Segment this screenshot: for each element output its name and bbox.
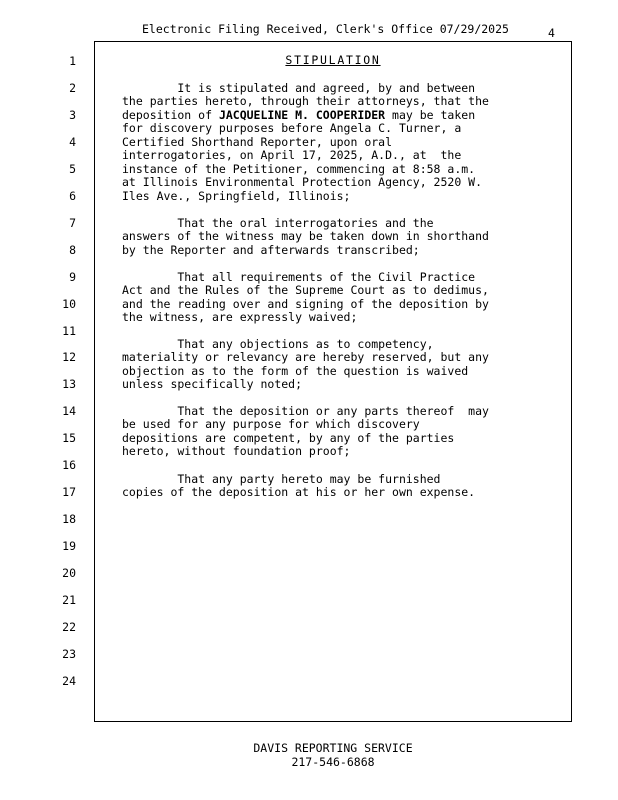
stipulation-line: That all requirements of the Civil Practice [122, 270, 476, 284]
line-number: 11 [62, 324, 76, 338]
stipulation-line: instance of the Petitioner, commencing at 8:58 a.m. [122, 162, 476, 176]
line-number: 13 [62, 377, 76, 391]
line-number: 21 [62, 593, 76, 607]
line-number: 20 [62, 566, 76, 580]
line-number: 3 [69, 108, 76, 122]
line-number: 19 [62, 539, 76, 553]
stipulation-line: hereto, without foundation proof; [122, 444, 351, 458]
line-number: 12 [62, 350, 76, 364]
line-number: 4 [69, 135, 76, 149]
stipulation-line: for discovery purposes before Angela C. Turner, a [122, 121, 462, 135]
stipulation-line: by the Reporter and afterwards transcribed; [122, 243, 420, 257]
stipulation-line: copies of the deposition at his or her own expense. [122, 485, 476, 499]
stipulation-line: objection as to the form of the question is waived [122, 364, 469, 378]
stipulation-line: unless specifically noted; [122, 377, 303, 391]
line-number: 1 [69, 54, 76, 68]
stipulation-line: It is stipulated and agreed, by and between [122, 81, 476, 95]
line-number: 16 [62, 458, 76, 472]
stipulation-line: interrogatories, on April 17, 2025, A.D., at the [122, 148, 462, 162]
line-number: 17 [62, 485, 76, 499]
stipulation-line: Act and the Rules of the Supreme Court as to dedimus, [122, 283, 489, 297]
text-fragment: may be taken [385, 108, 476, 122]
line-number: 8 [69, 243, 76, 257]
stipulation-line: and the reading over and signing of the deposition by [122, 297, 489, 311]
line-number: 9 [69, 270, 76, 284]
stipulation-line: That the deposition or any parts thereof may [122, 404, 489, 418]
line-number: 24 [62, 674, 76, 688]
stipulation-line: the parties hereto, through their attorneys, that the [122, 94, 489, 108]
line-number: 2 [69, 81, 76, 95]
deponent-name: JACQUELINE M. COOPERIDER [218, 108, 386, 122]
line-number: 10 [62, 297, 76, 311]
line-number: 5 [69, 162, 76, 176]
stipulation-line: answers of the witness may be taken down in shorthand [122, 229, 489, 243]
line-number: 15 [62, 431, 76, 445]
reporting-service-phone: 217-546-6868 [291, 755, 375, 769]
stipulation-line: That any objections as to competency, [122, 337, 434, 351]
stipulation-line: depositions are competent, by any of the parties [122, 431, 455, 445]
text-fragment: deposition of [122, 108, 219, 122]
page-title: STIPULATION [285, 53, 381, 67]
line-number: 18 [62, 512, 76, 526]
line-number: 23 [62, 647, 76, 661]
stipulation-line: the witness, are expressly waived; [122, 310, 358, 324]
line-number: 6 [69, 189, 76, 203]
page-number: 4 [548, 26, 555, 40]
line-number: 22 [62, 620, 76, 634]
line-number: 14 [62, 404, 76, 418]
stipulation-line: Iles Ave., Springfield, Illinois; [122, 189, 351, 203]
filing-stamp: Electronic Filing Received, Clerk's Office 07/29/2025 [142, 22, 509, 36]
stipulation-line: materiality or relevancy are hereby reserved, but any [122, 350, 489, 364]
stipulation-line: That any party hereto may be furnished [122, 472, 441, 486]
stipulation-line: at Illinois Environmental Protection Agency, 2520 W. [122, 175, 483, 189]
line-number-column [0, 0, 90, 800]
line-number: 7 [69, 216, 76, 230]
reporting-service-name: DAVIS REPORTING SERVICE [253, 741, 413, 755]
stipulation-line: be used for any purpose for which discovery [122, 417, 420, 431]
stipulation-line: That the oral interrogatories and the [122, 216, 434, 230]
stipulation-line: Certified Shorthand Reporter, upon oral [122, 135, 393, 149]
